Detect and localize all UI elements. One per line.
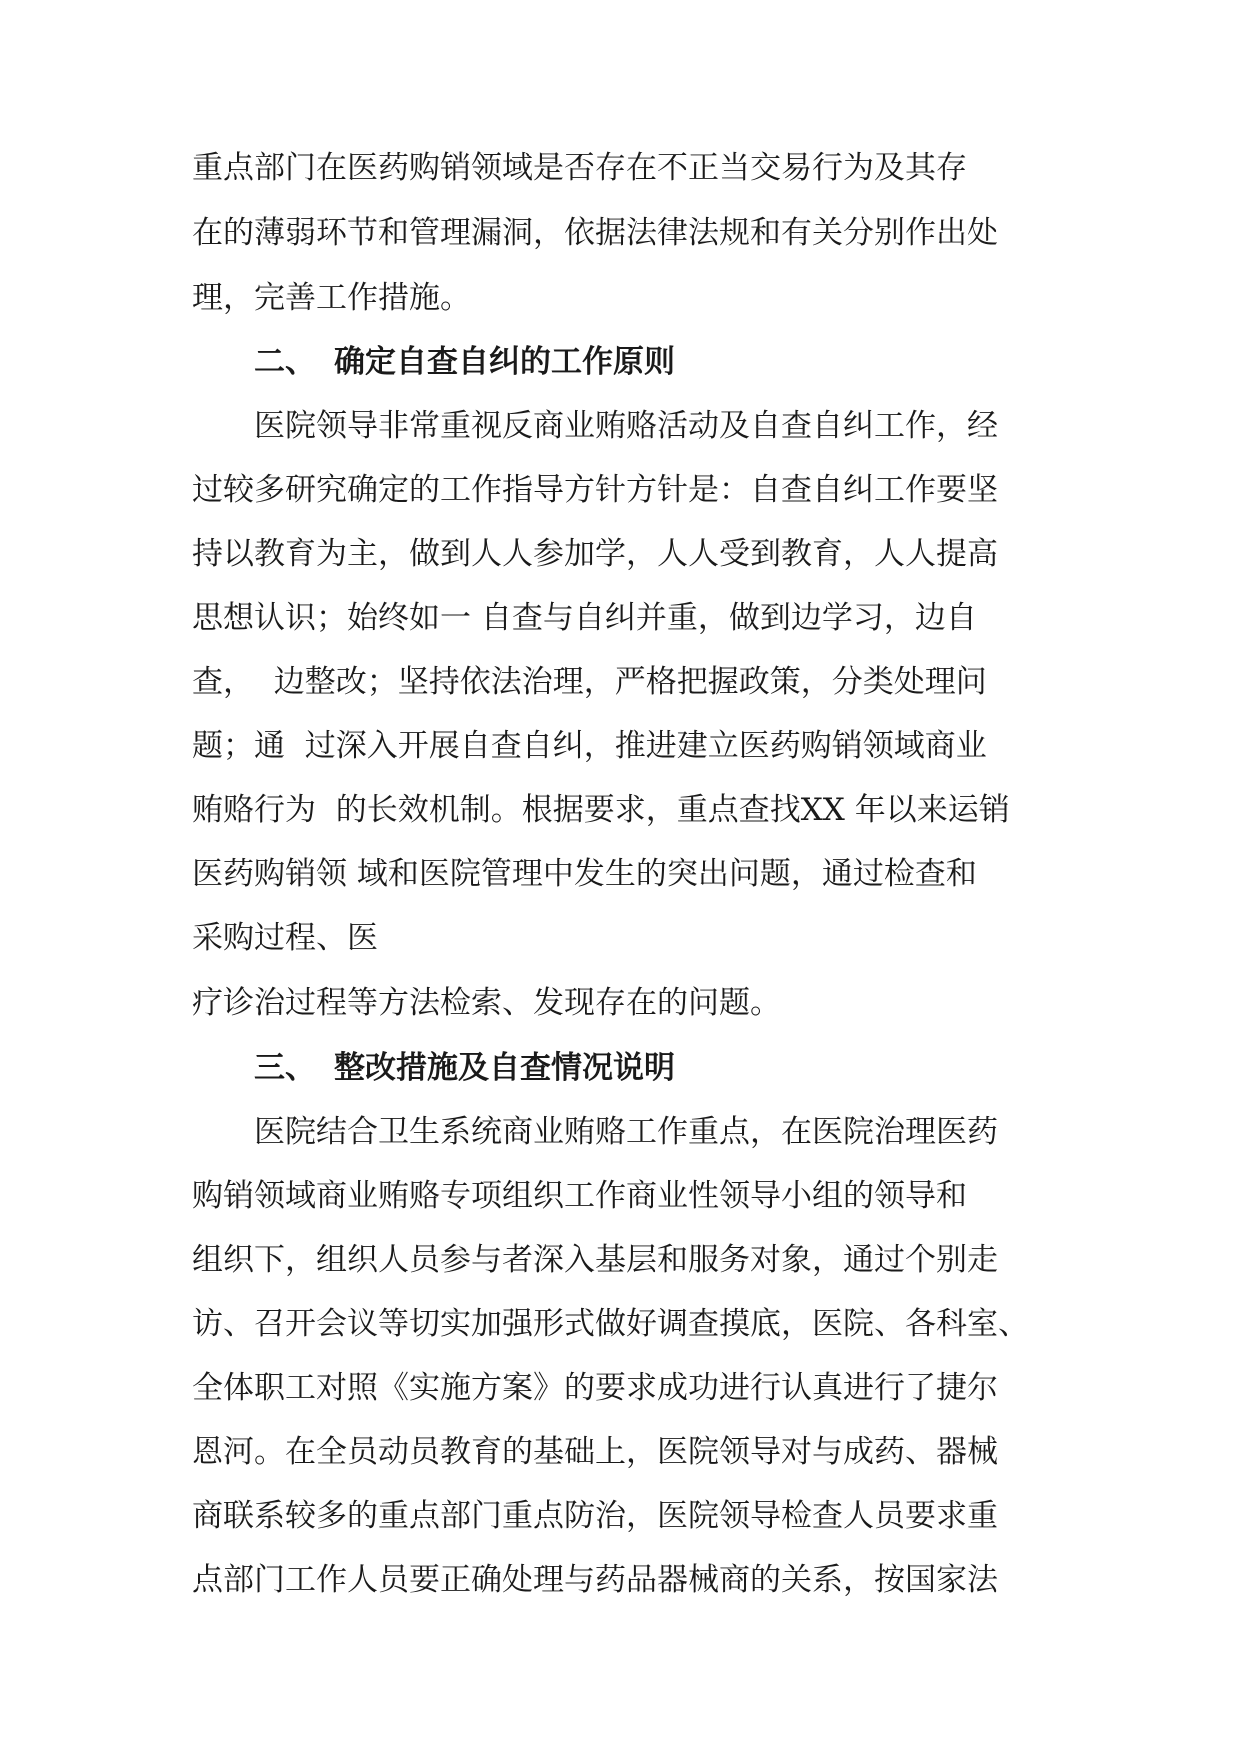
body-line: 贿赂行为 的长效机制。根据要求，重点查找XX 年以来运销 (192, 792, 1010, 828)
body-line: 采购过程、医 (192, 920, 378, 956)
section-heading-2 (254, 342, 675, 382)
section-title: 整改措施及自查情况说明 (334, 1050, 675, 1086)
body-line: 医药购销领 域和医院管理中发生的突出问题，通过检查和 (192, 856, 977, 892)
body-line: 访、召开会议等切实加强形式做好调查摸底，医院、各科室、 (192, 1306, 1029, 1342)
body-line: 点部门工作人员要正确处理与药品器械商的关系，按国家法 (192, 1562, 998, 1598)
body-line: 全体职工对照《实施方案》的要求成功进行认真进行了捷尔 (192, 1370, 998, 1406)
section-heading-3 (254, 1048, 675, 1088)
body-line: 疗诊治过程等方法检索、发现存在的问题。 (192, 985, 781, 1021)
body-line: 持以教育为主，做到人人参加学，人人受到教育，人人提高 (192, 536, 998, 572)
body-line: 恩河。在全员动员教育的基础上，医院领导对与成药、器械 (192, 1434, 998, 1470)
body-line: 查， 边整改；坚持依法治理，严格把握政策，分类处理问 (192, 664, 987, 700)
body-line: 购销领域商业贿赂专项组织工作商业性领导小组的领导和 (192, 1178, 967, 1214)
body-line: 题；通 过深入开展自查自纠，推进建立医药购销领域商业 (192, 728, 987, 764)
section-number: 二、 (254, 344, 316, 380)
body-line: 医院领导非常重视反商业贿赂活动及自查自纠工作，经 (192, 408, 998, 444)
body-line: 思想认识；始终如一 自查与自纠并重，做到边学习，边自 (192, 600, 977, 636)
body-line: 医院结合卫生系统商业贿赂工作重点，在医院治理医药 (192, 1114, 998, 1150)
body-line: 商联系较多的重点部门重点防治，医院领导检查人员要求重 (192, 1498, 998, 1534)
body-line: 组织下，组织人员参与者深入基层和服务对象，通过个别走 (192, 1242, 998, 1278)
section-number: 三、 (254, 1050, 316, 1086)
body-line: 过较多研究确定的工作指导方针方针是：自查自纠工作要坚 (192, 472, 998, 508)
body-line: 理，完善工作措施。 (192, 280, 471, 316)
body-line: 重点部门在医药购销领域是否存在不正当交易行为及其存 (192, 150, 967, 186)
body-line: 在的薄弱环节和管理漏洞，依据法律法规和有关分别作出处 (192, 215, 998, 251)
section-title: 确定自查自纠的工作原则 (334, 344, 675, 380)
